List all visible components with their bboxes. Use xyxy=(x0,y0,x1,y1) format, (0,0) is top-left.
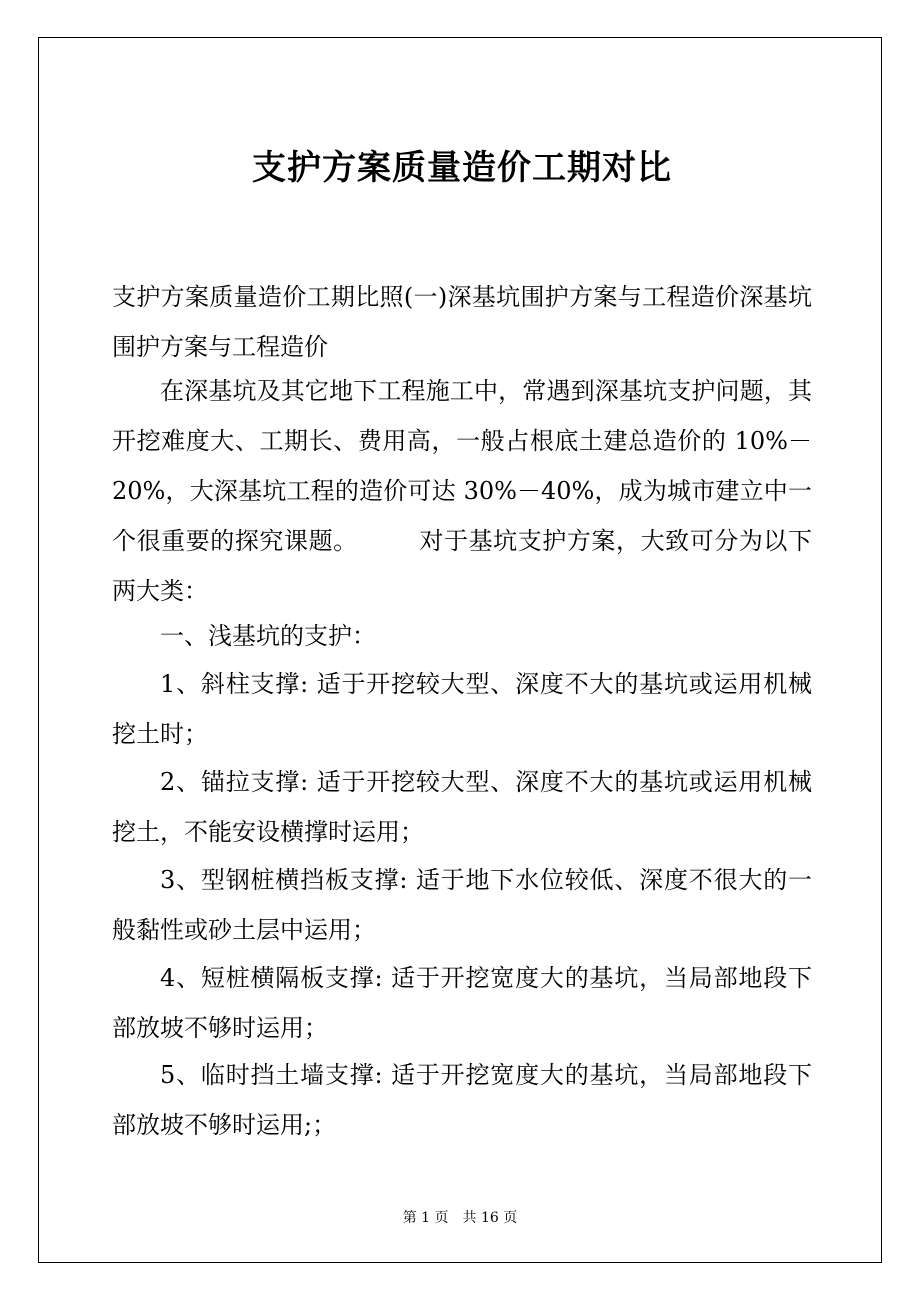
list-item: 5、临时挡土墙支撑: 适于开挖宽度大的基坑，当局部地段下部放坡不够时运用;； xyxy=(112,1061,812,1139)
section-heading: 一、浅基坑的支护： xyxy=(160,622,376,650)
list-item: 1、斜柱支撑: 适于开挖较大型、深度不大的基坑或运用机械挖土时； xyxy=(112,670,812,748)
list-item: 4、短桩横隔板支撑: 适于开挖宽度大的基坑，当局部地段下部放坡不够时运用； xyxy=(112,964,812,1042)
page-total: 共 16 页 xyxy=(462,1210,518,1226)
document-title: 支护方案质量造价工期对比 xyxy=(252,148,672,188)
list-item: 2、锚拉支撑: 适于开挖较大型、深度不大的基坑或运用机械挖土，不能安设横撑时运用； xyxy=(112,768,812,846)
page-number: 第 1 页 xyxy=(402,1210,449,1226)
intro-paragraph: 支护方案质量造价工期比照(一)深基坑围护方案与工程造价深基坑围护方案与工程造价 xyxy=(112,283,812,361)
list-item: 3、型钢桩横挡板支撑: 适于地下水位较低、深度不很大的一般黏性或砂土层中运用； xyxy=(112,866,812,944)
page-footer xyxy=(0,1208,920,1228)
body-paragraph: 在深基坑及其它地下工程施工中，常遇到深基坑支护问题，其开挖难度大、工期长、费用高，一般占根底土建总造价的 10%－20%，大深基坑工程的造价可达 30%－40%，成为城市建立中一个很重要的探究课题。 对于基坑支护方案，大致可分为以下两大类： xyxy=(112,377,812,605)
